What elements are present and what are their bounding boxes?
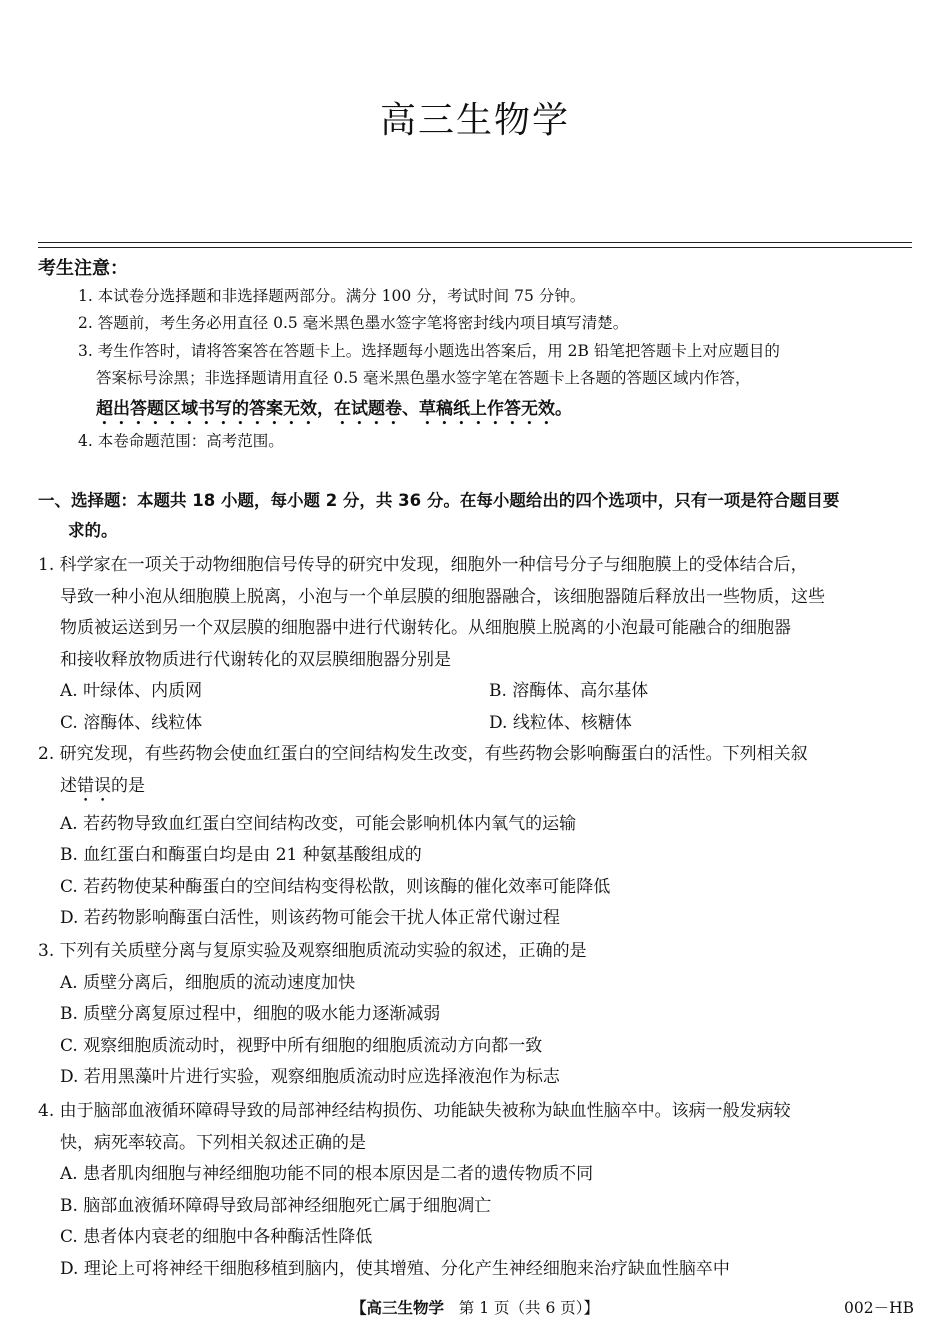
question-1-stem: 1. 科学家在一项关于动物细胞信号传导的研究中发现，细胞外一种信号分子与细胞膜上的受体结合后， — [38, 555, 808, 575]
paper-code: 002－HB — [844, 1299, 914, 1317]
notice-item-3-line-2: 答案标号涂黑；非选择题请用直径 0.5 毫米黑色墨水签字笔在答题卡上各题的答题区域内作答， — [96, 369, 751, 387]
notice-item-3-emphasis: 超出答题区域书写的答案无效，在试题卷、草稿纸上作答无效。 — [96, 399, 572, 419]
notice-heading: 考生注意： — [38, 258, 128, 279]
option-b: B. 溶酶体、高尔基体 — [489, 681, 649, 701]
section-heading — [38, 486, 918, 546]
option-d: D. 理论上可将神经干细胞移植到脑内，使其增殖、分化产生神经细胞来治疗缺血性脑卒中 — [60, 1258, 730, 1279]
option-c: C. 溶酶体、线粒体 — [60, 712, 203, 733]
question-2-stem — [38, 771, 918, 806]
question-3-stem: 3. 下列有关质壁分离与复原实验及观察细胞质流动实验的叙述，正确的是 — [38, 941, 587, 961]
question-1-stem: 物质被运送到另一个双层膜的细胞器中进行代谢转化。从细胞膜上脱离的小泡最可能融合的细胞器 — [60, 618, 791, 638]
option-d: D. 线粒体、核糖体 — [489, 712, 632, 733]
footer-page-number: 第 1 页（共 6 页）】 — [458, 1299, 599, 1317]
notice-item-4: 4. 本卷命题范围：高考范围。 — [78, 432, 284, 450]
option-b: B. 血红蛋白和酶蛋白均是由 21 种氨基酸组成的 — [60, 845, 422, 865]
question-4-stem: 快，病死率较高。下列相关叙述正确的是 — [60, 1132, 366, 1153]
question-1-stem: 导致一种小泡从细胞膜上脱离，小泡与一个单层膜的细胞器融合，该细胞器随后释放出一些物质，这些 — [60, 586, 825, 607]
section-heading-line-1: 一、选择题：本题共 18 小题，每小题 2 分，共 36 分。在每小题给出的四个选项中，只有一项是符合题目要 — [38, 491, 840, 510]
notice-item-3-line-1: 3. 考生作答时，请将答案答在答题卡上。选择题每小题选出答案后，用 2B 铅笔把答题卡上对应题目的 — [78, 342, 780, 360]
footer-subject: 【高三生物学 — [351, 1299, 445, 1317]
option-c: C. 患者体内衰老的细胞中各种酶活性降低 — [60, 1227, 373, 1247]
page-title: 高三生物学 — [379, 100, 570, 141]
question-3 — [38, 936, 918, 1094]
divider — [38, 247, 912, 248]
question-1-stem: 和接收释放物质进行代谢转化的双层膜细胞器分别是 — [60, 649, 451, 670]
emphasis-text: 错误 — [77, 775, 111, 796]
option-a: A. 患者肌肉细胞与神经细胞功能不同的根本原因是二者的遗传物质不同 — [60, 1164, 594, 1184]
question-4-stem: 4. 由于脑部血液循环障碍导致的局部神经结构损伤、功能缺失被称为缺血性脑卒中。该病一般发病较 — [38, 1101, 791, 1121]
question-4 — [38, 1096, 918, 1285]
option-a: A. 叶绿体、内质网 — [60, 681, 203, 701]
notice-item-1: 1. 本试卷分选择题和非选择题两部分。满分 100 分，考试时间 75 分钟。 — [78, 287, 586, 305]
stem-text: 的是 — [111, 775, 145, 796]
option-d: D. 若药物影响酶蛋白活性，则该药物可能会干扰人体正常代谢过程 — [60, 908, 560, 928]
option-c: C. 观察细胞质流动时，视野中所有细胞的细胞质流动方向都一致 — [60, 1035, 543, 1056]
notice-item-2: 2. 答题前，考生务必用直径 0.5 毫米黑色墨水签字笔将密封线内项目填写清楚。 — [78, 314, 629, 332]
question-1 — [38, 550, 918, 739]
divider — [38, 242, 912, 243]
option-a: A. 若药物导致血红蛋白空间结构改变，可能会影响机体内氧气的运输 — [60, 813, 577, 834]
page-footer — [0, 1296, 950, 1318]
stem-text: 述 — [60, 775, 77, 796]
option-b: B. 质壁分离复原过程中，细胞的吸水能力逐渐减弱 — [60, 1004, 441, 1024]
notice-item-3 — [78, 338, 916, 429]
option-b: B. 脑部血液循环障碍导致局部神经细胞死亡属于细胞凋亡 — [60, 1195, 492, 1216]
option-c: C. 若药物使某种酶蛋白的空间结构变得松散，则该酶的催化效率可能降低 — [60, 876, 611, 897]
question-2-stem: 2. 研究发现，有些药物会使血红蛋白的空间结构发生改变，有些药物会影响酶蛋白的活性。下列相关叙 — [38, 744, 808, 764]
option-a: A. 质壁分离后，细胞质的流动速度加快 — [60, 972, 356, 993]
section-heading-line-2: 求的。 — [68, 521, 118, 540]
question-2 — [38, 739, 918, 935]
option-d: D. 若用黑藻叶片进行实验，观察细胞质流动时应选择液泡作为标志 — [60, 1067, 560, 1087]
